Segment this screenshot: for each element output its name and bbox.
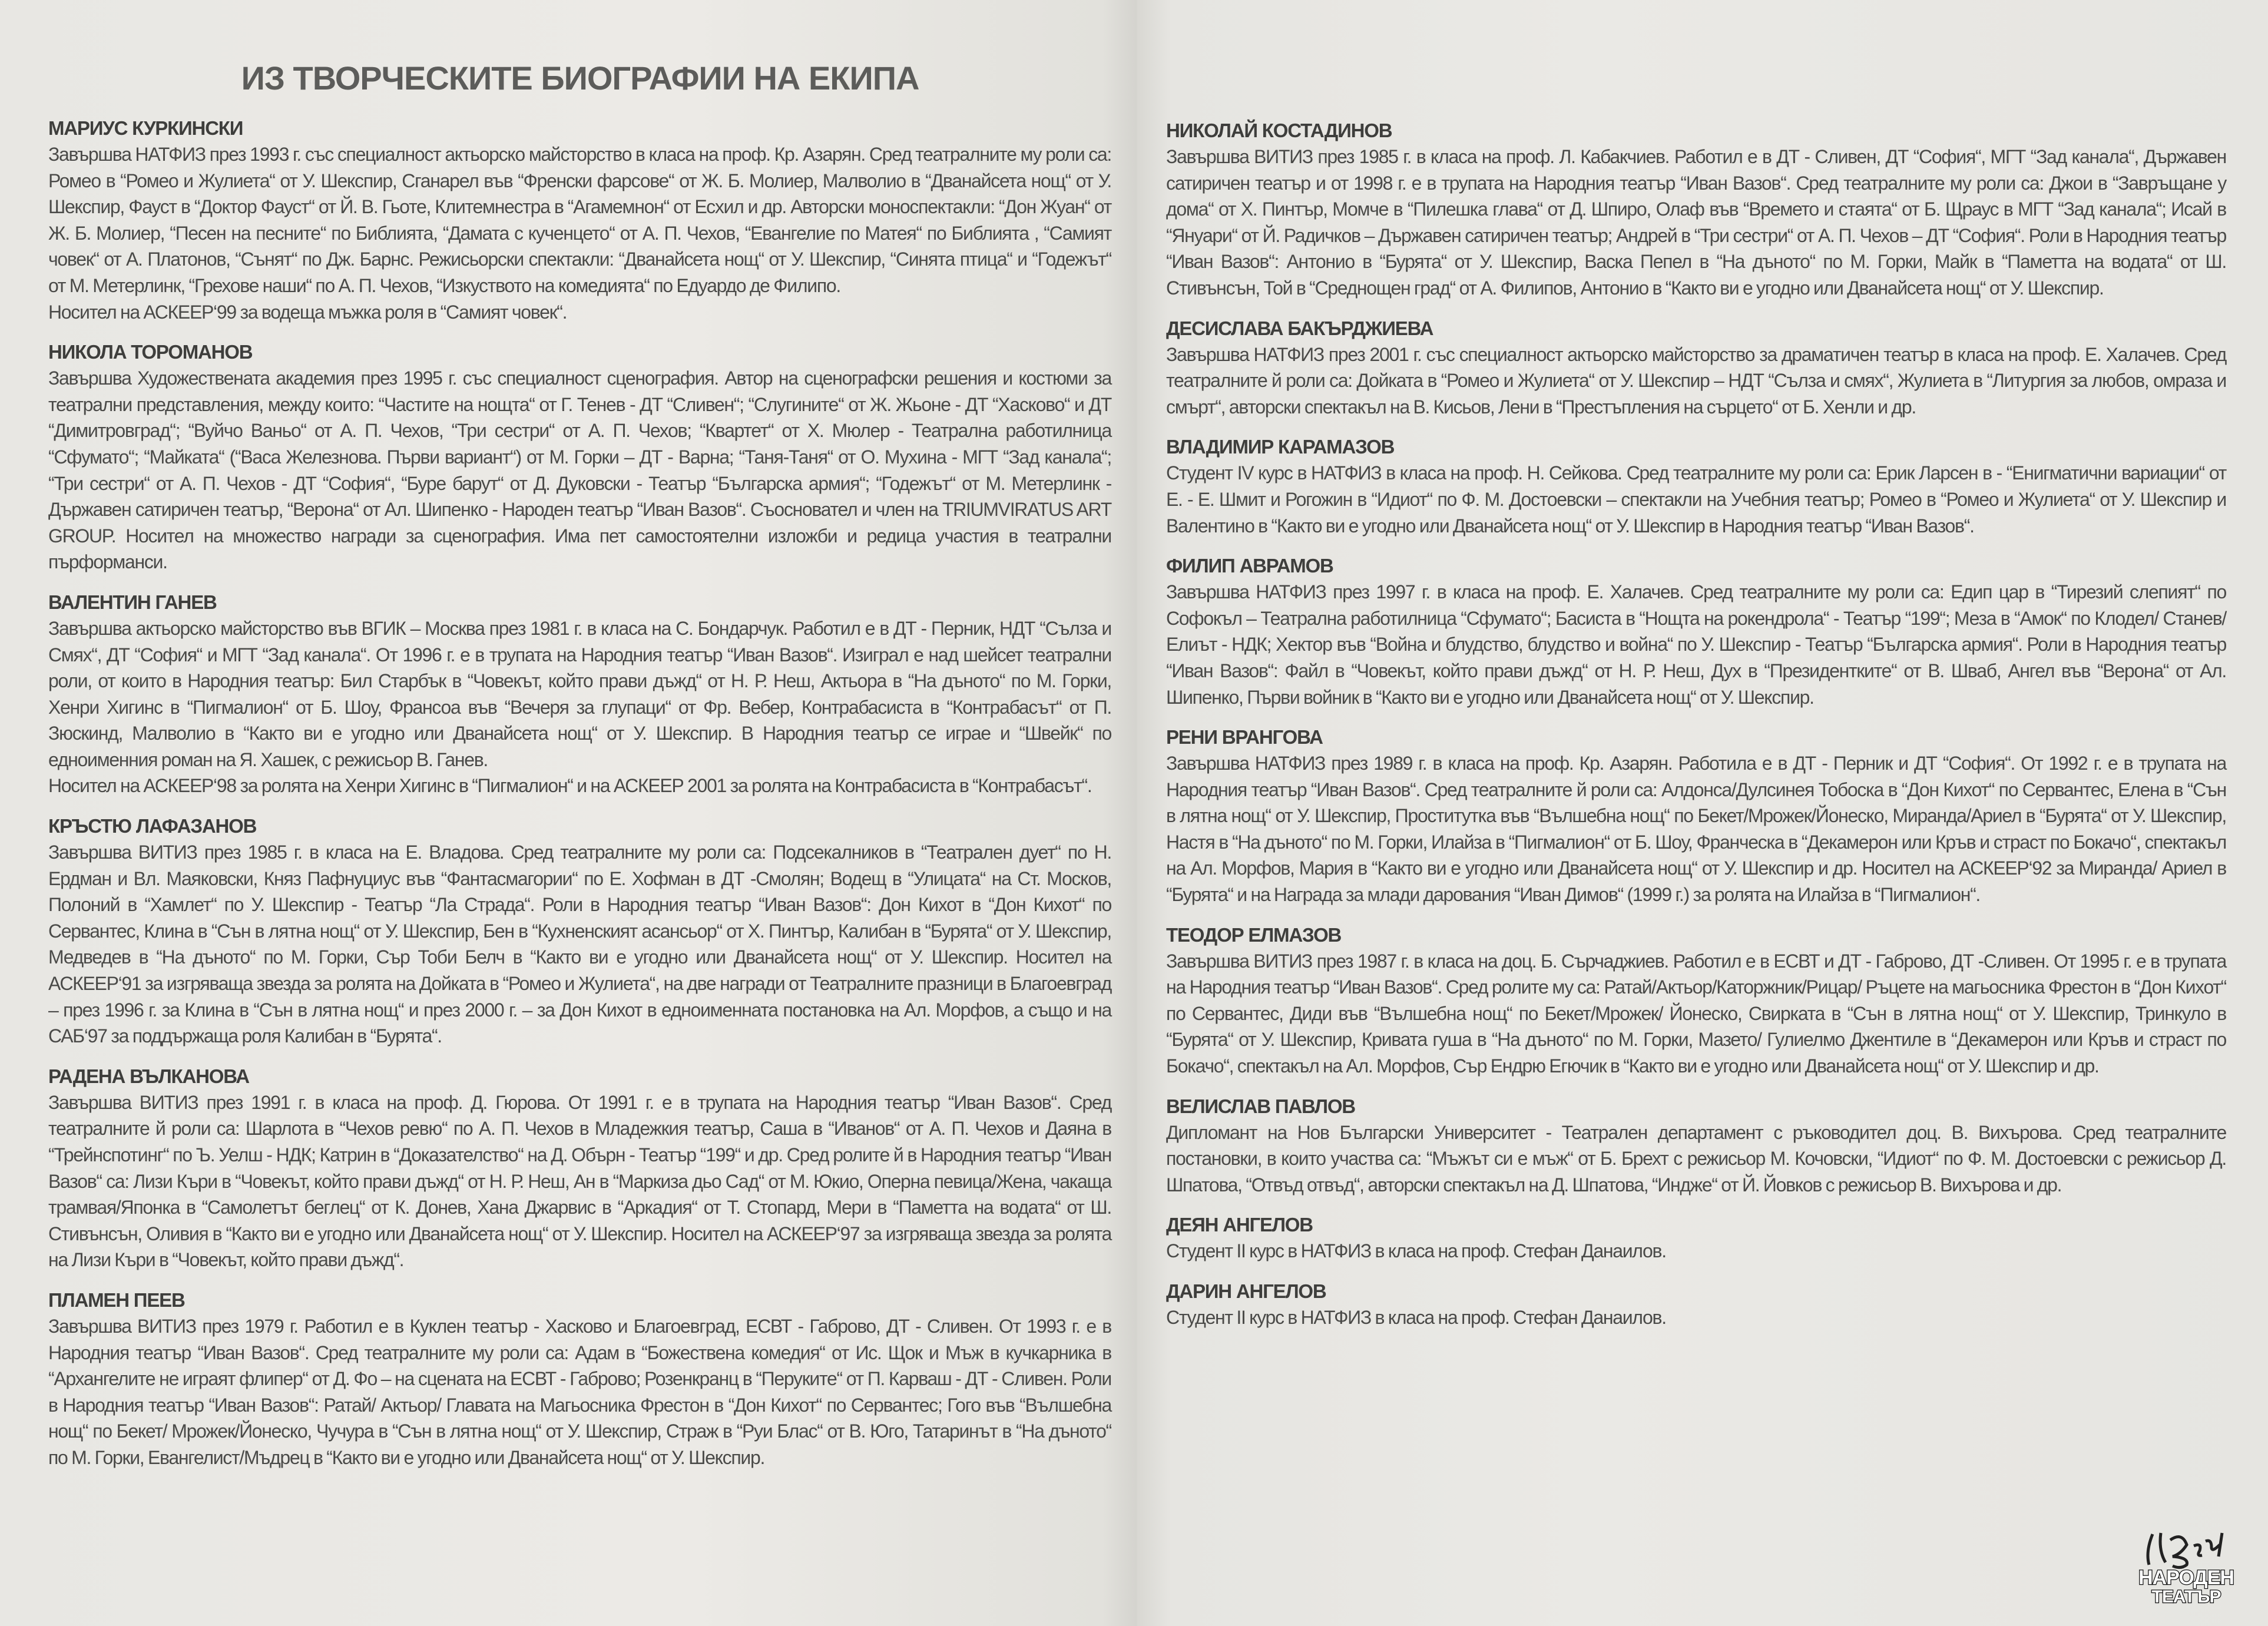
bio-name: ДАРИН АНГЕЛОВ	[1166, 1280, 1326, 1302]
left-bio-column	[48, 115, 1111, 1485]
bio-paragraph: Завършва ВИТИЗ през 1979 г. Работил е в Куклен театър - Хасково и Благоевград, ЕСВТ - Габрово, ДТ - Сливен. От 1993 г. е в Народния театър “Иван Вазов“. Сред театралните му роли са: Адам в “Божествена комедия“ от Ис. Щок и Мъж в кучкарника в “Архангелите не играят флипер“ от Д. Фо – на сцената на ЕСВТ - Габрово; Розенкранц в “Перуките“ от П. Карваш - ДТ - Сливен. Роли в Народния театър “Иван Вазов“: Ратай/ Актьор/ Главата на Магьосника Фрестон в “Дон Кихот“ по Сервантес; Гого във “Вълшебна нощ“ по Бекет/ Мрожек/Йонеско, Чучура в “Сън в лятна нощ“ от У. Шекспир, Страж в “Руи Блас“ от В. Юго, Татаринът в “На дъното“ по М. Горки, Евангелист/Мъдрец в “Както ви е угодно или Дванайсета нощ“ от У. Шекспир.	[48, 1315, 1111, 1468]
national-theatre-logo	[2135, 1528, 2238, 1605]
bio-paragraph: Завършва ВИТИЗ през 1987 г. в класа на доц. Б. Сърчаджиев. Работил е в ЕСВТ и ДТ - Габрово, ДТ -Сливен. От 1995 г. е в трупата на Народния театър “Иван Вазов“. Сред ролите му са: Ратай/Актьор/Каторжник/Рицар/ Ръцете на магьосника Фрестон в “Дон Кихот“ по Сервантес, Диди във “Вълшебна нощ“ по Бекет/Мрожек/ Йонеско, Свирката в “Сън в лятна нощ“ от У. Шекспир, Тринкуло в “Бурята“ от У. Шекспир, Кривата гуша в “На дъното“ по М. Горки, Мазето/ Гулиелмо Джентиле в “Декамерон или Кръв и страст по Бокачо“, спектакъл на Ал. Морфов, Сър Ендрю Егючик в “Както ви е угодно или Дванайсета нощ“ от У. Шекспир и др.	[1166, 950, 2226, 1077]
page-title: ИЗ ТВОРЧЕСКИТЕ БИОГРАФИИ НА ЕКИПА	[241, 59, 919, 97]
bio-name: ДЕСИСЛАВА БАКЪРДЖИЕВА	[1166, 317, 1433, 339]
bio-name: ВЕЛИСЛАВ ПАВЛОВ	[1166, 1095, 1355, 1117]
bio-entry	[1166, 724, 2226, 908]
bio-paragraph: Носител на АСКЕЕР‘99 за водеща мъжка роля в “Самият човек“.	[48, 301, 567, 323]
bio-name: ПЛАМЕН ПЕЕВ	[48, 1289, 185, 1311]
bio-paragraph: Студент IV курс в НАТФИЗ в класа на проф. Н. Сейкова. Сред театралните му роли са: Ерик Ларсен в - “Енигматични вариации“ от Е. - Е. Шмит и Рогожин в “Идиот“ по Ф. М. Достоевски – спектакли на Учебния театър; Ромео в “Ромео и Жулиета“ от У. Шекспир и Валентино в “Както ви е угодно или Дванайсета нощ“ от У. Шекспир в Народния театър “Иван Вазов“.	[1166, 462, 2226, 537]
bio-paragraph: Дипломант на Нов Български Университет - Театрален департамент с ръководител доц. В. Вихърова. Сред театралните постановки, в които участва са: “Мъжът си е мъж“ от Б. Брехт с режисьор М. Кочовски, “Идиот“ по Ф. М. Достоевски с режисьор Д. Шпатова, “Отвъд отвъд“, авторски спектакъл на Д. Шпатова, “Индже“ от Й. Йовков с режисьор В. Вихърова и др.	[1166, 1121, 2226, 1196]
bio-name: РЕНИ ВРАНГОВА	[1166, 726, 1323, 749]
bio-entry	[1166, 1212, 2226, 1264]
bio-entry	[48, 339, 1111, 575]
bio-entry	[48, 1064, 1111, 1273]
bio-entry	[48, 813, 1111, 1049]
bio-name: МАРИУС КУРКИНСКИ	[48, 117, 243, 139]
bio-entry	[1166, 118, 2226, 302]
bio-name: КРЪСТЮ ЛАФАЗАНОВ	[48, 815, 257, 837]
bio-paragraph: Студент II курс в НАТФИЗ в класа на проф. Стефан Данаилов.	[1166, 1240, 1666, 1262]
bio-name: ВАЛЕНТИН ГАНЕВ	[48, 591, 217, 613]
bio-paragraph: Завършва НАТФИЗ през 1997 г. в класа на проф. Е. Халачев. Сред театралните му роли са: Едип цар в “Тирезий слепият“ по Софокъл – Театрална работилница “Сфумато“; Басиста в “Нощта на рокендрола“ - Театър “199“; Меза в “Амок“ по Клодел/ Станев/ Елиът - НДК; Хектор във “Война и блудство, блудство и война“ по У. Шекспир - Театър “Българска армия“. Роли в Народния театър “Иван Вазов“: Файл в “Човекът, който прави дъжд“ от Н. Р. Неш, Дух в “Президентките“ от В. Шваб, Ангел във “Верона“ от Ал. Шипенко, Първи войник в “Както ви е угодно или Дванайсета нощ“ от У. Шекспир.	[1166, 581, 2226, 708]
bio-name: ФИЛИП АВРАМОВ	[1166, 555, 1333, 577]
bio-entry	[1166, 553, 2226, 710]
bio-entry	[48, 115, 1111, 325]
svg-text:НАРОДЕН: НАРОДЕН	[2138, 1567, 2234, 1589]
bio-paragraph: Студент II курс в НАТФИЗ в класа на проф. Стефан Данаилов.	[1166, 1307, 1666, 1328]
bio-name: НИКОЛА ТОРОМАНОВ	[48, 341, 253, 363]
bio-paragraph: Завършва ВИТИЗ през 1985 г. в класа на проф. Л. Кабакчиев. Работил е в ДТ - Сливен, ДТ “София“, МГТ “Зад канала“, Държавен сатиричен театър и от 1998 г. е в трупата на Народния театър “Иван Вазов“. Сред театралните му роли са: Джои в “Завръщане у дома“ от Х. Пинтър, Момче в “Пилешка глава“ от Д. Шпиро, Олаф във “Времето и стаята“ от Б. Щраус в МГТ “Зад канала“; Исай в “Януари“ от Й. Радичков – Държавен сатиричен театър; Андрей в “Три сестри“ от А. П. Чехов – ДТ “София“. Роли в Народния театър “Иван Вазов“: Антонио в “Бурята“ от У. Шекспир, Васка Пепел в “На дъното“ по М. Горки, Майк в “Паметта на водата“ от Ш. Стивънсън, Той в “Среднощен град“ от А. Филипов, Антонио в “Както ви е угодно или Дванайсета нощ“ от У. Шекспир.	[1166, 146, 2226, 299]
bio-name: ВЛАДИМИР КАРАМАЗОВ	[1166, 436, 1395, 458]
bio-entry	[1166, 1279, 2226, 1331]
bio-name: РАДЕНА ВЪЛКАНОВА	[48, 1065, 249, 1087]
svg-text:ТЕАТЪР: ТЕАТЪР	[2151, 1587, 2221, 1605]
bio-entry	[1166, 922, 2226, 1079]
bio-paragraph: Завършва НАТФИЗ през 1989 г. в класа на проф. Кр. Азарян. Работила е в ДТ - Перник и ДТ “София“. От 1992 г. е в трупата на Народния театър “Иван Вазов“. Сред театралните й роли са: Алдонса/Дулсинея Тобоска в “Дон Кихот“ по Сервантес, Елена в “Сън в лятна нощ“ от У. Шекспир, Проститутка във “Вълшебна нощ“ по Бекет/Мрожек/Йонеско, Миранда/Ариел в “Бурята“ от У. Шекспир, Настя в “На дъното“ по М. Горки, Илайза в “Пигмалион“ от Б. Шоу, Франческа в “Декамерон или Кръв и страст по Бокачо“, спектакъл на Ал. Морфов, Мария в “Както ви е угодно или Дванайсета нощ“ от У. Шекспир и др. Носител на АСКЕЕР‘92 за Миранда/ Ариел в “Бурята“ и на Награда за млади дарования “Иван Димов“ (1999 г.) за ролята на Илайза в “Пигмалион“.	[1166, 753, 2226, 906]
right-page	[1137, 0, 2268, 1626]
bio-entry	[1166, 1094, 2226, 1198]
bio-paragraph: Завършва ВИТИЗ през 1985 г. в класа на Е. Владова. Сред театралните му роли са: Подсекалников в “Театрален дует“ по Н. Ердман и Вл. Маяковски, Княз Пафнуциус във “Фантасмагории“ по Е. Хофман в ДТ -Смолян; Водещ в “Улицата“ на Ст. Москов, Полоний в “Хамлет“ по У. Шекспир - Театър “Ла Страда“. Роли в Народния театър “Иван Вазов“: Дон Кихот в “Дон Кихот“ по Сервантес, Клина в “Сън в лятна нощ“ от У. Шекспир, Бен в “Кухненският асансьор“ от Х. Пинтър, Калибан в “Бурята“ от У. Шекспир, Медведев в “На дъното“ по М. Горки, Сър Тоби Белч в “Както ви е угодно или Дванайсета нощ“ от У. Шекспир. Носител на АСКЕЕР‘91 за изгряваща звезда за ролята на Дойката в “Ромео и Жулиета“, на две награди от Театралните празници в Благоевград – през 1996 г. за Клина в “Сън в лятна нощ“ и през 2000 г. – за Дон Кихот в едноименната постановка на Ал. Морфов, а също и на САБ‘97 за поддържаща роля Калибан в “Бурята“.	[48, 842, 1111, 1047]
bio-paragraph: Носител на АСКЕЕР‘98 за ролята на Хенри Хигинс в “Пигмалион“ и на АСКЕЕР 2001 за ролята на Контрабасиста в “Контрабасът“.	[48, 775, 1092, 797]
bio-paragraph: Завършва НАТФИЗ през 2001 г. със специалност актьорско майсторство за драматичен театър в класа на проф. Е. Халачев. Сред театралните й роли са: Дойката в “Ромео и Жулиета“ от У. Шекспир – НДТ “Сълза и смях“, Жулиета в “Литургия за любов, омраза и смърт“, авторски спектакъл на В. Кисьов, Лени в “Престъпления на сърцето“ от Б. Хенли и др.	[1166, 343, 2226, 418]
bio-name: НИКОЛАЙ КОСТАДИНОВ	[1166, 120, 1392, 141]
bio-name: ТЕОДОР ЕЛМАЗОВ	[1166, 923, 1342, 946]
right-bio-column	[1166, 118, 2226, 1345]
bio-paragraph: Завършва НАТФИЗ през 1993 г. със специалност актьорско майсторство в класа на проф. Кр. Азарян. Сред театралните му роли са: Ромео в “Ромео и Жулиета“ от У. Шекспир, Сганарел във “Френски фарсове“ от Ж. Б. Молиер, Малволио в “Дванайсета нощ“ от У. Шекспир, Фауст в “Доктор Фауст“ от Й. В. Гьоте, Клитемнестра в “Агамемнон“ от Есхил и др. Авторски моноспектакли: “Дон Жуан“ от Ж. Б. Молиер, “Песен на песните“ по Библията, “Дамата с кученцето“ от А. П. Чехов, “Евангелие по Матея“ по Библията , “Самият човек“ от А. Платонов, “Сънят“ по Дж. Барнс. Режисьорски спектакли: “Дванайсета нощ“ от У. Шекспир, “Синята птица“ и “Годежът“ от М. Метерлинк, “Грехове наши“ по А. П. Чехов, “Изкуството на комедията“ по Едуардо де Филипо.	[48, 144, 1111, 296]
bio-entry	[1166, 316, 2226, 420]
bio-paragraph: Завършва ВИТИЗ през 1991 г. в класа на проф. Д. Гюрова. От 1991 г. е в трупата на Народния театър “Иван Вазов“. Сред театралните й роли са: Шарлота в “Чехов ревю“ по А. П. Чехов в Младежкия театър, Саша в “Иванов“ от А. П. Чехов и Даяна в “Трейнспотинг“ по Ъ. Уелш - НДК; Катрин в “Доказателство“ на Д. Обърн - Театър “199“ и др. Сред ролите й в Народния театър “Иван Вазов“ са: Лизи Къри в “Човекът, който прави дъжд“ от Н. Р. Неш, Ан в “Маркиза дьо Сад“ от М. Юкио, Оперна певица/Жена, чакаща трамвая/Японка в “Самолетът беглец“ от К. Донев, Хана Джарвис в “Аркадия“ от Т. Стопард, Мери в “Паметта на водата“ от Ш. Стивънсън, Оливия в “Както ви е угодно или Дванайсета нощ“ от У. Шекспир. Носител на АСКЕЕР‘97 за изгряваща звезда за ролята на Лизи Къри в “Човекът, който прави дъжд“.	[48, 1091, 1111, 1271]
bio-paragraph: Завършва актьорско майсторство във ВГИК – Москва през 1981 г. в класа на С. Бондарчук. Работил е в ДТ - Перник, НДТ “Сълза и Смях“, ДТ “София“ и МГТ “Зад канала“. От 1996 г. е в трупата на Народния театър “Иван Вазов“. Изиграл е над шейсет театрални роли, от които в Народния театър: Бил Старбък в “Човекът, който прави дъжд“ от Н. Р. Неш, Актьора в “На дъното“ по М. Горки, Хенри Хигинс в “Пигмалион“ от Б. Шоу, Франсоа във “Вечеря за глупаци“ от Фр. Вебер, Контрабасиста в “Контрабасът“ от П. Зюскинд, Малволио в “Както ви е угодно или Дванайсета нощ“ от У. Шекспир. В Народния театър се играе и “Швейк“ по едноименния роман на Я. Хашек, с режисьор В. Ганев.	[48, 617, 1111, 770]
bio-paragraph: Завършва Художествената академия през 1995 г. със специалност сценография. Автор на сценографски решения и костюми за театрални представления, между които: “Частите на нощта“ от Г. Тенев - ДТ “Сливен“; “Слугините“ от Ж. Жьоне - ДТ “Хасково“ и ДТ “Димитровград“; “Вуйчо Ваньо“ от А. П. Чехов, “Три сестри“ от А. П. Чехов; “Квартет“ от Х. Мюлер - Театрална работилница “Сфумато“; “Майката“ (“Васа Железнова. Първи вариант“) от М. Горки – ДТ - Варна; “Таня-Таня“ от О. Мухина - МГТ “Зад канала“; “Три сестри“ от А. П. Чехов - ДТ “София“, “Буре барут“ от Д. Дуковски - Театър “Българска армия“; “Годежът“ от М. Метерлинк - Държавен сатиричен театър, “Верона“ от Ал. Шипенко - Народен театър “Иван Вазов“. Съосновател и член на TRIUMVIRATUS ART GROUP. Носител на множество награди за сценография. Има пет самостоятелни изложби и редица участия в театрални пърформанси.	[48, 367, 1111, 573]
bio-entry	[48, 1287, 1111, 1471]
bio-entry	[1166, 434, 2226, 539]
bio-name: ДЕЯН АНГЕЛОВ	[1166, 1214, 1313, 1236]
bio-entry	[48, 590, 1111, 799]
